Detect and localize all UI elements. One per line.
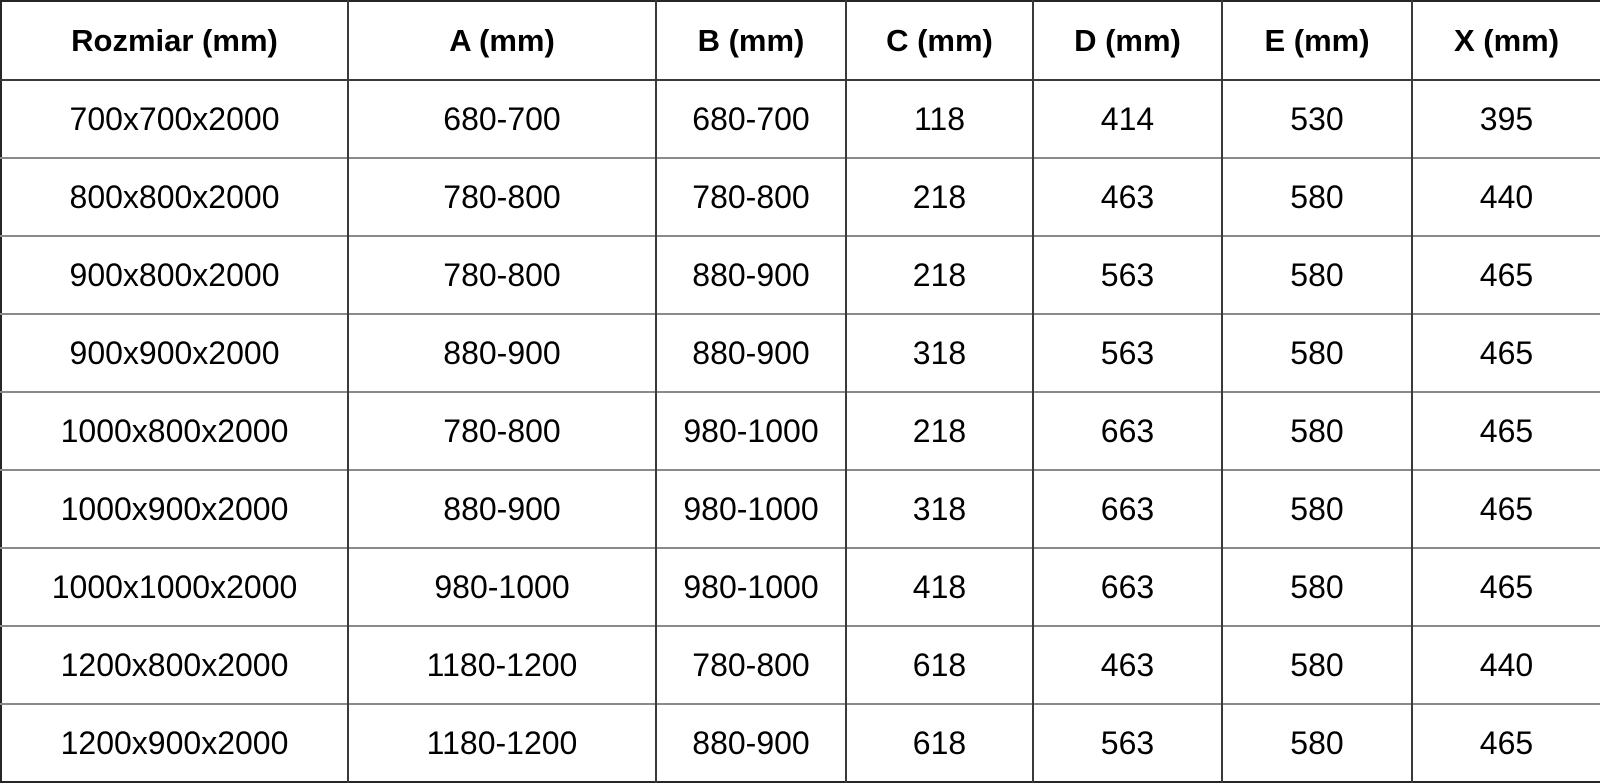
table-cell: 800x800x2000 <box>1 158 348 236</box>
table-cell: 465 <box>1412 392 1600 470</box>
header-row <box>1 1 1600 80</box>
table-cell: 880-900 <box>656 704 846 782</box>
table-row <box>1 548 1600 626</box>
table-cell: 680-700 <box>348 80 656 158</box>
table-cell: 880-900 <box>656 314 846 392</box>
table-cell: 1180-1200 <box>348 704 656 782</box>
table-cell: 580 <box>1222 470 1412 548</box>
table-header <box>1 1 1600 80</box>
table-cell: 414 <box>1033 80 1222 158</box>
column-header-e: E (mm) <box>1222 1 1412 80</box>
column-header-c: C (mm) <box>846 1 1033 80</box>
table-cell: 465 <box>1412 704 1600 782</box>
table-cell: 780-800 <box>348 392 656 470</box>
column-header-x: X (mm) <box>1412 1 1600 80</box>
table-cell: 900x900x2000 <box>1 314 348 392</box>
table-cell: 580 <box>1222 626 1412 704</box>
table-row <box>1 392 1600 470</box>
table-cell: 580 <box>1222 548 1412 626</box>
table-row <box>1 236 1600 314</box>
table-cell: 1000x900x2000 <box>1 470 348 548</box>
table-cell: 580 <box>1222 158 1412 236</box>
table-cell: 465 <box>1412 548 1600 626</box>
table-cell: 580 <box>1222 314 1412 392</box>
table-cell: 980-1000 <box>656 392 846 470</box>
table-cell: 880-900 <box>348 314 656 392</box>
table-cell: 663 <box>1033 470 1222 548</box>
table-row <box>1 80 1600 158</box>
column-header-a: A (mm) <box>348 1 656 80</box>
table-cell: 980-1000 <box>656 470 846 548</box>
table-cell: 900x800x2000 <box>1 236 348 314</box>
table-cell: 465 <box>1412 314 1600 392</box>
table-cell: 663 <box>1033 548 1222 626</box>
table-cell: 1000x800x2000 <box>1 392 348 470</box>
column-header-b: B (mm) <box>656 1 846 80</box>
table-cell: 680-700 <box>656 80 846 158</box>
table-body <box>1 80 1600 782</box>
table-cell: 980-1000 <box>348 548 656 626</box>
table-cell: 700x700x2000 <box>69 100 280 137</box>
table-row <box>1 470 1600 548</box>
table-cell: 563 <box>1033 236 1222 314</box>
table-cell: 218 <box>846 236 1033 314</box>
table-cell: 318 <box>846 470 1033 548</box>
table-cell: 118 <box>846 80 1033 158</box>
table-cell: 418 <box>846 548 1033 626</box>
column-header-d: D (mm) <box>1033 1 1222 80</box>
table-cell: 880-900 <box>348 470 656 548</box>
table-cell: 563 <box>1033 704 1222 782</box>
table-row <box>1 626 1600 704</box>
table-cell: 780-800 <box>656 158 846 236</box>
table-cell: 465 <box>1412 236 1600 314</box>
table-cell: 463 <box>1033 626 1222 704</box>
table-cell: 440 <box>1412 158 1600 236</box>
table-cell: 618 <box>846 704 1033 782</box>
table-cell: 463 <box>1033 158 1222 236</box>
table-cell: 440 <box>1412 626 1600 704</box>
table-cell: 580 <box>1222 704 1412 782</box>
table-cell: 1200x800x2000 <box>1 626 348 704</box>
column-header-rozmiar: Rozmiar (mm) <box>1 1 348 80</box>
table-cell: 780-800 <box>656 626 846 704</box>
table-cell: 780-800 <box>348 158 656 236</box>
table-cell: 1000x1000x2000 <box>1 548 348 626</box>
table-cell: 980-1000 <box>656 548 846 626</box>
table-cell: 663 <box>1033 392 1222 470</box>
table-cell: 580 <box>1222 392 1412 470</box>
table-cell: 465 <box>1412 470 1600 548</box>
table-cell: 218 <box>846 158 1033 236</box>
table-cell: 618 <box>846 626 1033 704</box>
table-cell: 1180-1200 <box>348 626 656 704</box>
table-cell: 580 <box>1222 236 1412 314</box>
table-cell: 563 <box>1033 314 1222 392</box>
table-row <box>1 704 1600 782</box>
table-cell: 395 <box>1412 80 1600 158</box>
table-cell: 530 <box>1222 80 1412 158</box>
table-cell: 318 <box>846 314 1033 392</box>
table-cell: 780-800 <box>348 236 656 314</box>
table-row <box>1 314 1600 392</box>
table-cell: 218 <box>846 392 1033 470</box>
table-cell: 1200x900x2000 <box>1 704 348 782</box>
table-row <box>1 158 1600 236</box>
table-cell: 880-900 <box>656 236 846 314</box>
